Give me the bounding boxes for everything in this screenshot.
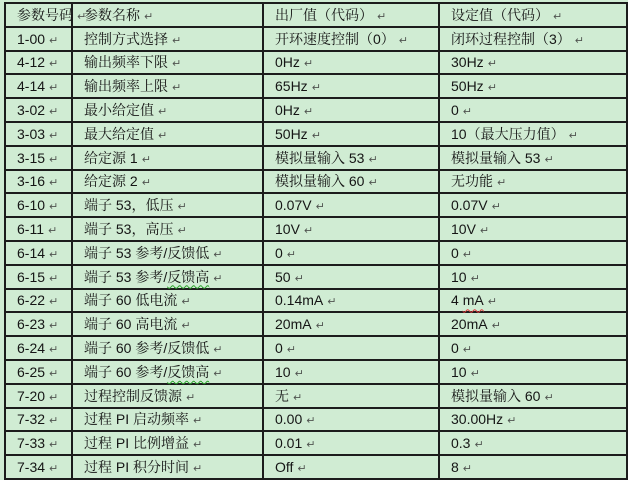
paragraph-mark: ↵: [49, 439, 59, 452]
cell-text: 4-14: [17, 78, 46, 95]
paragraph-mark: ↵: [193, 415, 203, 428]
cell-text: 过程 PI 积分时间: [84, 459, 190, 476]
factory-value-cell: [263, 408, 439, 432]
table-row: [5, 265, 627, 289]
paragraph-mark: ↵: [462, 248, 473, 261]
cell-text: 6-15: [17, 268, 46, 285]
cell-text: 30Hz: [451, 54, 484, 71]
cell-text: 7-32: [17, 411, 46, 428]
paragraph-mark: ↵: [462, 463, 473, 476]
parameter-table: [4, 2, 628, 480]
cell-text: 0Hz: [275, 102, 300, 119]
param-number-cell: [5, 408, 72, 432]
cell-text: Off: [275, 459, 294, 476]
param-number-cell: [5, 98, 72, 122]
paragraph-mark: ↵: [315, 320, 325, 333]
paragraph-mark: ↵: [213, 367, 223, 380]
cell-text: 0.14mA: [275, 292, 324, 309]
paragraph-mark: ↵: [181, 296, 191, 309]
param-number-cell: [5, 384, 72, 408]
paragraph-mark: ↵: [327, 296, 337, 309]
paragraph-mark: ↵: [297, 463, 307, 476]
param-name-cell: [72, 193, 263, 217]
paragraph-mark: ↵: [306, 439, 316, 452]
factory-value-cell: [263, 360, 439, 384]
factory-value-cell: [263, 74, 439, 98]
param-name-cell: [72, 455, 263, 479]
paragraph-mark: ↵: [306, 415, 316, 428]
factory-value-cell: [263, 289, 439, 313]
paragraph-mark: ↵: [303, 106, 314, 119]
cell-text: 50: [275, 268, 291, 285]
set-value-cell: [439, 408, 627, 432]
table-row: [5, 289, 627, 313]
table-row: [5, 241, 627, 265]
cell-text: 过程 PI 启动频率: [84, 411, 190, 428]
cell-text: 0: [451, 340, 459, 357]
factory-value-cell: [263, 455, 439, 479]
paragraph-mark: ↵: [47, 225, 58, 238]
paragraph-mark: ↵: [77, 10, 87, 23]
factory-value-cell: [263, 384, 439, 408]
paragraph-mark: ↵: [507, 415, 517, 428]
paragraph-mark: ↵: [181, 320, 191, 333]
paragraph-mark: ↵: [49, 415, 59, 428]
paragraph-mark: ↵: [144, 10, 154, 23]
set-value-cell: [439, 289, 627, 313]
table-row: [5, 122, 627, 146]
paragraph-mark: ↵: [49, 58, 59, 71]
paragraph-mark: ↵: [49, 201, 59, 214]
param-name-cell: [72, 146, 263, 170]
table-row: [5, 217, 627, 241]
table-row: [5, 384, 627, 408]
cell-text: 10: [451, 268, 467, 285]
cell-text: 0.00: [275, 411, 303, 428]
factory-value-cell: [263, 122, 439, 146]
cell-text: 最大给定值: [84, 125, 154, 142]
paragraph-mark: ↵: [487, 296, 497, 309]
paragraph-mark: ↵: [462, 344, 473, 357]
cell-text: 20mA: [451, 316, 488, 333]
paragraph-mark: ↵: [193, 439, 203, 452]
paragraph-mark: ↵: [49, 296, 59, 309]
cell-text: 输出频率上限: [84, 78, 168, 95]
paragraph-mark: ↵: [315, 201, 325, 214]
cell-text: 6-22: [17, 292, 46, 309]
param-number-cell: [5, 241, 72, 265]
cell-text: 10: [451, 363, 467, 380]
cell-text: 模拟量输入 53: [275, 149, 365, 166]
paragraph-mark: ↵: [294, 272, 304, 285]
param-name-cell: [72, 74, 263, 98]
cell-text: 6-11: [17, 221, 44, 238]
paragraph-mark: ↵: [213, 248, 223, 261]
cell-text: 0Hz: [275, 54, 300, 71]
paragraph-mark: ↵: [311, 82, 321, 95]
table-row: [5, 193, 627, 217]
cell-text: 3-02: [17, 102, 46, 119]
param-name-cell: [72, 408, 263, 432]
factory-value-cell: [263, 51, 439, 75]
set-value-cell: [439, 122, 627, 146]
param-name-cell: [72, 336, 263, 360]
paragraph-mark: ↵: [49, 82, 59, 95]
factory-value-cell: [263, 431, 439, 455]
factory-value-cell: [263, 217, 439, 241]
cell-text: 0: [275, 340, 283, 357]
cell-text: 50Hz: [451, 78, 484, 95]
param-name-cell: [72, 289, 263, 313]
cell-text: 30.00Hz: [451, 411, 504, 428]
paragraph-mark: ↵: [574, 34, 585, 47]
table-row: [5, 27, 627, 51]
cell-text: 无功能: [451, 173, 493, 190]
cell-text: 10V: [275, 221, 300, 238]
factory-value-cell: [263, 312, 439, 336]
set-value-cell: [439, 360, 627, 384]
set-value-cell: [439, 98, 627, 122]
set-value-cell: [439, 265, 627, 289]
cell-text: 6-24: [17, 340, 46, 357]
param-name-cell: [72, 384, 263, 408]
factory-value-cell: [263, 265, 439, 289]
paragraph-mark: ↵: [294, 367, 304, 380]
param-number-cell: [5, 193, 72, 217]
column-header: [263, 3, 439, 27]
cell-text: 0: [451, 244, 459, 261]
column-header: [5, 3, 87, 27]
cell-text: 参数名称: [84, 6, 140, 23]
set-value-cell: [439, 217, 627, 241]
param-name-cell: [72, 241, 263, 265]
set-value-cell: [439, 170, 627, 194]
table-row: [5, 312, 627, 336]
cell-text: 6-25: [17, 363, 46, 380]
paragraph-mark: ↵: [49, 320, 59, 333]
cell-text: 10: [275, 363, 291, 380]
cell-text: 过程控制反馈源: [84, 387, 182, 404]
cell-text: 0: [275, 244, 283, 261]
cell-text: 20mA: [275, 316, 312, 333]
cell-text: 4 mA: [451, 292, 484, 309]
param-name-cell: [72, 265, 263, 289]
param-number-cell: [5, 455, 72, 479]
paragraph-mark: ↵: [491, 320, 501, 333]
table-row: [5, 51, 627, 75]
paragraph-mark: ↵: [491, 201, 501, 214]
table-row: [5, 74, 627, 98]
column-header: [72, 3, 263, 27]
factory-value-cell: [263, 27, 439, 51]
spellcheck-underlined-text: 反馈高: [167, 363, 210, 380]
table-header: [5, 3, 627, 27]
cell-text: 7-20: [17, 387, 46, 404]
set-value-cell: [439, 431, 627, 455]
column-header: [439, 3, 627, 27]
paragraph-mark: ↵: [213, 272, 223, 285]
cell-text: 设定值（代码）: [451, 6, 549, 23]
param-number-cell: [5, 146, 72, 170]
cell-text: 端子 60 高电流: [84, 316, 178, 333]
paragraph-mark: ↵: [377, 10, 387, 23]
param-name-cell: [72, 217, 263, 241]
paragraph-mark: ↵: [49, 248, 59, 261]
paragraph-mark: ↵: [487, 58, 497, 71]
param-number-cell: [5, 122, 72, 146]
paragraph-mark: ↵: [479, 225, 490, 238]
param-number-cell: [5, 217, 72, 241]
paragraph-mark: ↵: [398, 34, 409, 47]
cell-text: 7-33: [17, 435, 46, 452]
paragraph-mark: ↵: [213, 344, 223, 357]
paragraph-mark: ↵: [141, 153, 151, 166]
spellcheck-underlined-text: 反馈高: [167, 268, 210, 285]
paragraph-mark: ↵: [286, 248, 297, 261]
paragraph-mark: ↵: [544, 153, 554, 166]
paragraph-mark: ↵: [172, 58, 182, 71]
cell-text: 3-16: [17, 173, 46, 190]
param-number-cell: [5, 360, 72, 384]
cell-text: 模拟量输入 60: [451, 387, 541, 404]
cell-text: 过程 PI 比例增益: [84, 435, 190, 452]
paragraph-mark: ↵: [568, 129, 578, 142]
cell-text: 0.07V: [451, 197, 488, 214]
param-number-cell: [5, 312, 72, 336]
cell-text: 参数号码: [17, 6, 73, 23]
paragraph-mark: ↵: [49, 367, 59, 380]
paragraph-mark: ↵: [49, 34, 59, 47]
factory-value-cell: [263, 146, 439, 170]
set-value-cell: [439, 193, 627, 217]
cell-text: 闭环过程控制（3）: [451, 30, 571, 47]
param-number-cell: [5, 51, 72, 75]
paragraph-mark: ↵: [158, 106, 168, 119]
cell-text: 8: [451, 459, 459, 476]
param-name-cell: [72, 27, 263, 51]
header-row: [5, 3, 627, 27]
table-row: [5, 146, 627, 170]
cell-text: 开环速度控制（0）: [275, 30, 395, 47]
paragraph-mark: ↵: [49, 177, 59, 190]
cell-text: 6-23: [17, 316, 46, 333]
paragraph-mark: ↵: [49, 106, 59, 119]
paragraph-mark: ↵: [49, 463, 59, 476]
table-row: [5, 431, 627, 455]
param-name-cell: [72, 122, 263, 146]
cell-text: 端子 53，低压: [84, 197, 174, 214]
cell-text: 4-12: [17, 54, 46, 71]
param-name-cell: [72, 170, 263, 194]
param-number-cell: [5, 431, 72, 455]
paragraph-mark: ↵: [303, 58, 314, 71]
cell-text: 6-14: [17, 244, 46, 261]
factory-value-cell: [263, 336, 439, 360]
cell-text: 输出频率下限: [84, 54, 168, 71]
factory-value-cell: [263, 98, 439, 122]
table-row: [5, 360, 627, 384]
param-number-cell: [5, 289, 72, 313]
cell-text: 3-03: [17, 125, 46, 142]
cell-text: 模拟量输入 60: [275, 173, 365, 190]
param-name-cell: [72, 98, 263, 122]
cell-text: 10V: [451, 221, 476, 238]
paragraph-mark: ↵: [172, 34, 182, 47]
paragraph-mark: ↵: [311, 129, 321, 142]
cell-text: 65Hz: [275, 78, 308, 95]
paragraph-mark: ↵: [474, 439, 484, 452]
cell-text: 50Hz: [275, 125, 308, 142]
paragraph-mark: ↵: [177, 225, 187, 238]
paragraph-mark: ↵: [177, 201, 187, 214]
paragraph-mark: ↵: [141, 177, 151, 190]
cell-text: 端子 53 参考/反馈低: [84, 244, 210, 261]
paragraph-mark: ↵: [470, 272, 480, 285]
param-name-cell: [72, 431, 263, 455]
cell-text: 0: [451, 102, 459, 119]
paragraph-mark: ↵: [49, 344, 59, 357]
cell-text: 端子 53，高压: [84, 221, 174, 238]
paragraph-mark: ↵: [49, 153, 59, 166]
cell-text: 端子 53 参考/反馈高: [84, 268, 210, 285]
set-value-cell: [439, 455, 627, 479]
param-name-cell: [72, 312, 263, 336]
param-number-cell: [5, 170, 72, 194]
cell-text: 6-10: [17, 197, 46, 214]
cell-text: 3-15: [17, 149, 46, 166]
table-body: [5, 27, 627, 479]
cell-text: 无: [275, 387, 289, 404]
cell-text: 端子 60 参考/反馈低: [84, 340, 210, 357]
paragraph-mark: ↵: [49, 129, 59, 142]
cell-text: 0.01: [275, 435, 303, 452]
paragraph-mark: ↵: [368, 177, 378, 190]
paragraph-mark: ↵: [497, 177, 507, 190]
cell-text: 控制方式选择: [84, 30, 168, 47]
factory-value-cell: [263, 193, 439, 217]
set-value-cell: [439, 384, 627, 408]
table-row: [5, 455, 627, 479]
paragraph-mark: ↵: [49, 391, 59, 404]
cell-text: 端子 60 参考/反馈高: [84, 363, 210, 380]
cell-text: 出厂值（代码）: [275, 6, 373, 23]
cell-text: 端子 60 低电流: [84, 292, 178, 309]
paragraph-mark: ↵: [172, 82, 182, 95]
paragraph-mark: ↵: [544, 391, 554, 404]
paragraph-mark: ↵: [193, 463, 203, 476]
cell-text: 0.3: [451, 435, 471, 452]
set-value-cell: [439, 27, 627, 51]
set-value-cell: [439, 336, 627, 360]
paragraph-mark: ↵: [186, 391, 196, 404]
set-value-cell: [439, 146, 627, 170]
cell-text: 10（最大压力值）: [451, 125, 565, 142]
cell-text: 模拟量输入 53: [451, 149, 541, 166]
paragraph-mark: ↵: [368, 153, 378, 166]
spellcheck-underlined-text: mA: [462, 292, 484, 309]
paragraph-mark: ↵: [158, 129, 168, 142]
cell-text: 7-34: [17, 459, 46, 476]
factory-value-cell: [263, 170, 439, 194]
paragraph-mark: ↵: [303, 225, 314, 238]
cell-text: 1-00: [17, 30, 46, 47]
cell-text: 给定源 1: [84, 149, 138, 166]
paragraph-mark: ↵: [470, 367, 480, 380]
factory-value-cell: [263, 241, 439, 265]
table-row: [5, 170, 627, 194]
set-value-cell: [439, 312, 627, 336]
paragraph-mark: ↵: [553, 10, 563, 23]
param-number-cell: [5, 74, 72, 98]
set-value-cell: [439, 74, 627, 98]
paragraph-mark: ↵: [293, 391, 303, 404]
cell-text: 0.07V: [275, 197, 312, 214]
table-row: [5, 98, 627, 122]
paragraph-mark: ↵: [487, 82, 497, 95]
paragraph-mark: ↵: [462, 106, 473, 119]
table-row: [5, 336, 627, 360]
param-number-cell: [5, 27, 72, 51]
param-number-cell: [5, 265, 72, 289]
set-value-cell: [439, 241, 627, 265]
table-row: [5, 408, 627, 432]
paragraph-mark: ↵: [286, 344, 297, 357]
param-number-cell: [5, 336, 72, 360]
paragraph-mark: ↵: [49, 272, 59, 285]
cell-text: 给定源 2: [84, 173, 138, 190]
set-value-cell: [439, 51, 627, 75]
param-name-cell: [72, 51, 263, 75]
cell-text: 最小给定值: [84, 102, 154, 119]
param-name-cell: [72, 360, 263, 384]
